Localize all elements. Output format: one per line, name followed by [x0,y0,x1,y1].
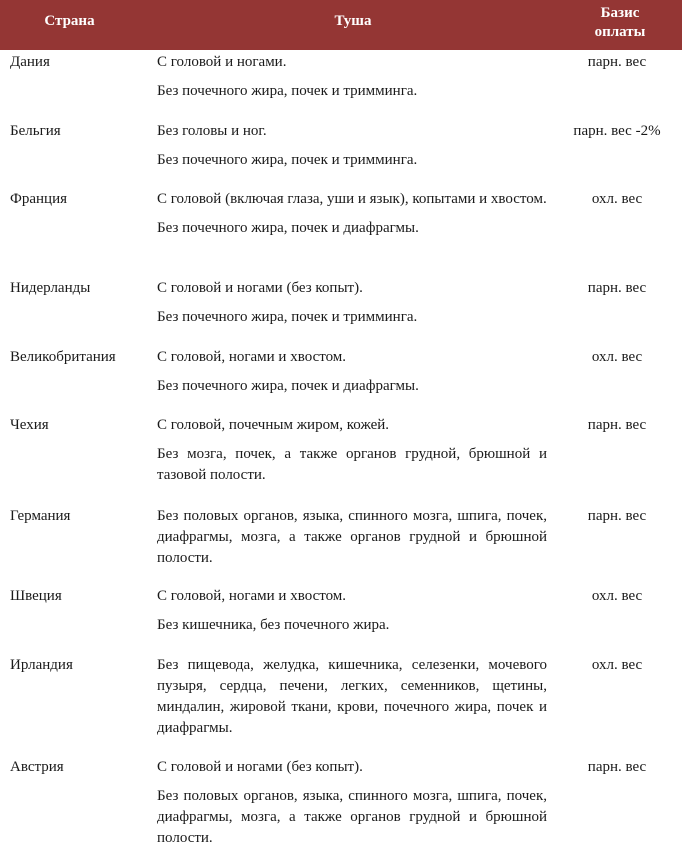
row-country: Чехия [10,417,49,433]
row-carcass [157,415,547,494]
row-country: Австрия [10,759,64,775]
row-country: Ирландия [10,657,73,673]
carcass-text: Без почечного жира, почек и диафрагмы. [157,220,419,236]
row-carcass [157,506,547,577]
carcass-text: Без пищевода, желудка, кишечника, селезенки, мочевого пузыря, сердца, печени, легких, семенников, щетины, миндалин, жировой ткани, крови, почечного жира, почек и диафрагмы. [157,657,547,736]
row-basis: охл. вес [591,191,643,207]
row-country: Нидерланды [10,280,91,296]
table-header [0,0,682,50]
carcass-text: С головой (включая глаза, уши и язык), копытами и хвостом. [157,191,547,207]
carcass-text: Без кишечника, без почечного жира. [157,617,390,633]
row-basis: парн. вес -2% [573,123,661,139]
row-basis: охл. вес [591,588,643,604]
carcass-text: С головой и ногами. [157,54,287,70]
row-basis: парн. вес [587,54,647,70]
carcass-text: Без половых органов, языка, спинного мозга, шпига, почек, диафрагмы, мозга, а также органов грудной и брюшной полости. [157,788,547,846]
row-basis: парн. вес [587,280,647,296]
row-country: Дания [10,54,50,70]
row-basis: охл. вес [591,349,643,365]
row-carcass [157,757,547,857]
carcass-text: С головой и ногами (без копыт). [157,280,363,296]
carcass-text: С головой и ногами (без копыт). [157,759,363,775]
carcass-text: Без мозга, почек, а также органов грудной, брюшной и тазовой полости. [157,446,547,483]
row-carcass [157,586,547,644]
row-carcass [157,189,547,247]
row-basis: парн. вес [587,759,647,775]
row-carcass [157,347,547,405]
row-basis: парн. вес [587,508,647,524]
row-country: Бельгия [10,123,61,139]
row-carcass [157,278,547,336]
header-basis-line1: Базис [600,5,640,21]
carcass-text: С головой, ногами и хвостом. [157,588,347,604]
carcass-text: Без половых органов, языка, спинного мозга, шпига, почек, диафрагмы, мозга, а также органов грудной и брюшной полости. [157,508,547,566]
carcass-text: Без почечного жира, почек и тримминга. [157,152,418,168]
row-country: Германия [10,508,71,524]
carcass-text: Без почечного жира, почек и тримминга. [157,83,418,99]
row-basis: охл. вес [591,657,643,673]
header-country: Страна [44,13,95,29]
row-carcass [157,655,547,747]
carcass-text: Без почечного жира, почек и диафрагмы. [157,378,419,394]
row-country: Великобритания [10,349,116,365]
carcass-text: Без почечного жира, почек и тримминга. [157,309,418,325]
header-carcass: Туша [334,13,372,29]
row-carcass [157,121,547,179]
row-country: Швеция [10,588,62,604]
row-country: Франция [10,191,67,207]
row-carcass [157,52,547,110]
carcass-text: Без головы и ног. [157,123,267,139]
header-basis-line2: оплаты [594,24,646,40]
carcass-text: С головой, почечным жиром, кожей. [157,417,390,433]
row-basis: парн. вес [587,417,647,433]
header-payment-basis [560,4,680,42]
carcass-text: С головой, ногами и хвостом. [157,349,347,365]
